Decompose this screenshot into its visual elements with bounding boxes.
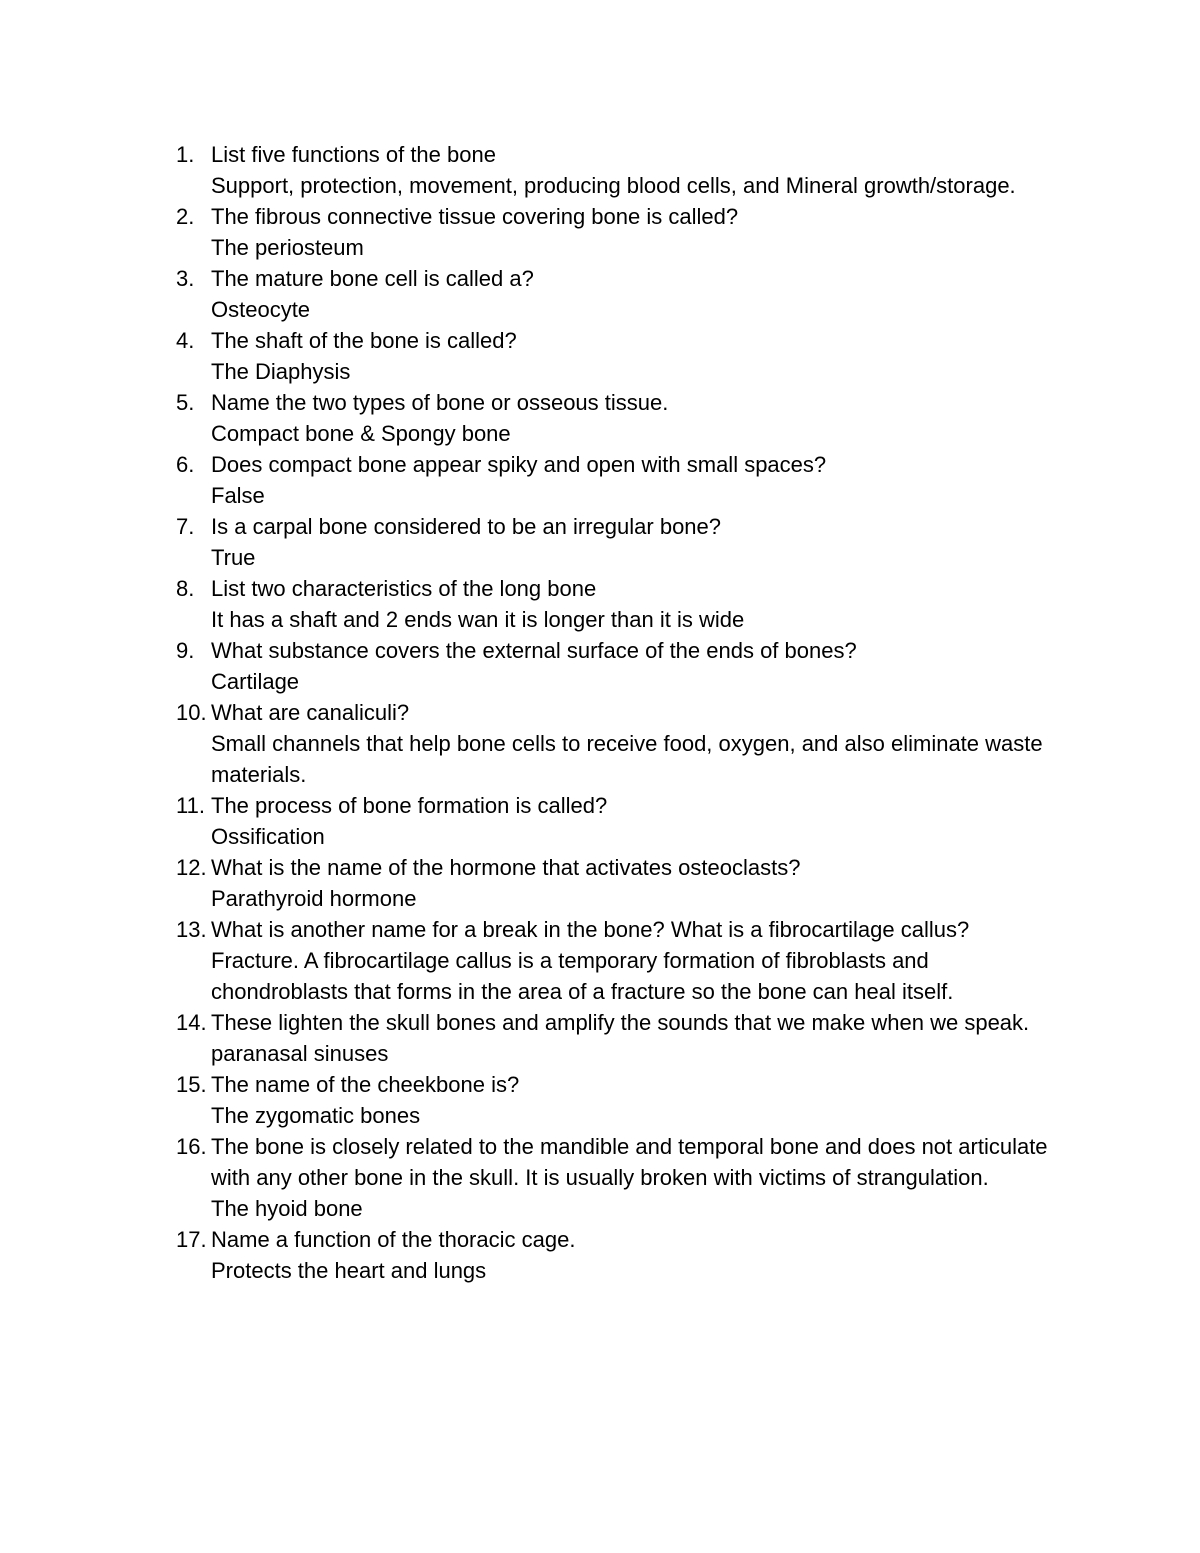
question-number: 8. [176, 576, 195, 601]
answer-text: Cartilage [211, 669, 300, 694]
question-text: The process of bone formation is called? [211, 793, 608, 818]
question-number: 11. [176, 793, 205, 818]
answer-text: Compact bone & Spongy bone [211, 421, 511, 446]
question-item-1 [176, 139, 1056, 201]
question-item-9 [176, 635, 1056, 697]
answer-text: Support, protection, movement, producing blood cells, and Mineral growth/storage. [211, 173, 1016, 198]
question-text: Does compact bone appear spiky and open with small spaces? [211, 452, 827, 477]
question-item-10 [176, 697, 1056, 790]
question-number: 17. [176, 1227, 207, 1252]
question-text: The mature bone cell is called a? [211, 266, 534, 291]
answer-text: The periosteum [211, 235, 364, 260]
question-item-8 [176, 573, 1056, 635]
question-item-7 [176, 511, 1056, 573]
question-item-14 [176, 1007, 1056, 1069]
question-number: 15. [176, 1072, 207, 1097]
answer-text: The zygomatic bones [211, 1103, 421, 1128]
answer-text: paranasal sinuses [211, 1041, 389, 1066]
answer-text: The hyoid bone [211, 1196, 363, 1221]
question-item-4 [176, 325, 1056, 387]
question-number: 2. [176, 204, 195, 229]
answer-text: False [211, 483, 265, 508]
answer-text: Fracture. A fibrocartilage callus is a temporary formation of fibroblasts and chondroblasts that forms in the area of a fracture so the bone can heal itself. [211, 948, 954, 1004]
question-item-6 [176, 449, 1056, 511]
question-number: 3. [176, 266, 195, 291]
question-text: These lighten the skull bones and amplify the sounds that we make when we speak. [211, 1010, 1030, 1035]
question-item-13 [176, 914, 1056, 1007]
question-number: 12. [176, 855, 207, 880]
question-number: 1. [176, 142, 195, 167]
question-text: Name a function of the thoracic cage. [211, 1227, 576, 1252]
question-number: 9. [176, 638, 195, 663]
answer-text: Ossification [211, 824, 325, 849]
answer-text: Small channels that help bone cells to receive food, oxygen, and also eliminate waste materials. [211, 731, 1043, 787]
question-text: The shaft of the bone is called? [211, 328, 517, 353]
question-text: List two characteristics of the long bone [211, 576, 597, 601]
question-text: What are canaliculi? [211, 700, 410, 725]
question-item-16 [176, 1131, 1056, 1224]
question-number: 10. [176, 700, 207, 725]
answer-text: True [211, 545, 256, 570]
question-item-12 [176, 852, 1056, 914]
question-item-11 [176, 790, 1056, 852]
question-text: The name of the cheekbone is? [211, 1072, 520, 1097]
question-text: List five functions of the bone [211, 142, 496, 167]
question-item-5 [176, 387, 1056, 449]
question-number: 7. [176, 514, 195, 539]
answer-text: Protects the heart and lungs [211, 1258, 487, 1283]
question-text: What is another name for a break in the bone? What is a fibrocartilage callus? [211, 917, 970, 942]
question-text: The bone is closely related to the mandible and temporal bone and does not articulate with any other bone in the skull. It is usually broken with victims of strangulation. [211, 1134, 1048, 1190]
question-item-2 [176, 201, 1056, 263]
answer-text: Osteocyte [211, 297, 311, 322]
question-item-3 [176, 263, 1056, 325]
question-text: What substance covers the external surface of the ends of bones? [211, 638, 857, 663]
answer-text: The Diaphysis [211, 359, 351, 384]
question-item-17 [176, 1224, 1056, 1286]
question-number: 6. [176, 452, 195, 477]
question-text: The fibrous connective tissue covering bone is called? [211, 204, 739, 229]
question-number: 14. [176, 1010, 207, 1035]
question-number: 5. [176, 390, 195, 415]
question-text: What is the name of the hormone that activates osteoclasts? [211, 855, 801, 880]
question-list [176, 139, 1056, 1286]
answer-text: It has a shaft and 2 ends wan it is longer than it is wide [211, 607, 745, 632]
question-number: 13. [176, 917, 207, 942]
question-text: Name the two types of bone or osseous tissue. [211, 390, 669, 415]
question-text: Is a carpal bone considered to be an irregular bone? [211, 514, 722, 539]
question-number: 4. [176, 328, 195, 353]
question-item-15 [176, 1069, 1056, 1131]
answer-text: Parathyroid hormone [211, 886, 417, 911]
question-number: 16. [176, 1134, 207, 1159]
